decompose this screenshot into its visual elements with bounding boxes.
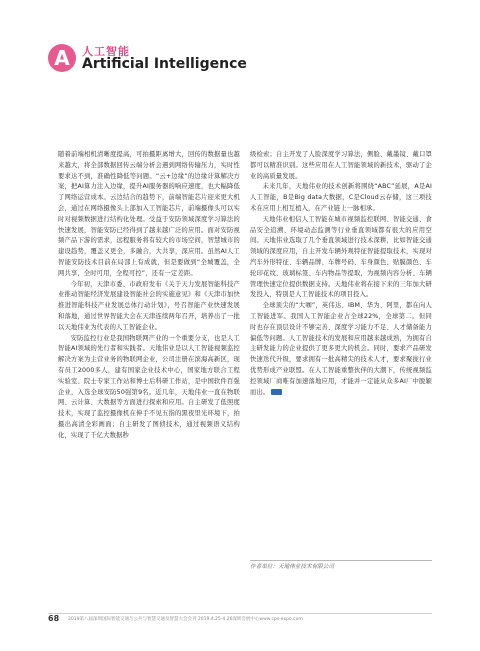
footer-text: 2019第八届深圳国际智能交通与公共与智慧交通及智慧大会会刊 2019.4.25-4.26深圳会展中心www.cps-expo.com: [68, 617, 303, 622]
author-divider: [250, 560, 432, 561]
left-column: [58, 150, 240, 606]
paragraph: 未来几年，天地伟业的技术创新将围绕“ABC”延展，A是AI人工智能，B是Big data大数据，C是Cloud云存储，这三项技术在应用上相互植入，在产业链上一脉相承。: [250, 183, 432, 212]
page-number: 68: [48, 614, 60, 623]
section-title-en: Artificial Intelligence: [82, 56, 247, 72]
right-column: [250, 150, 432, 530]
paragraph: 天地伟业相信人工智能在城市视频监控联网、智能交通、食品安全追溯、环境动态监测等行业垂直领域都有很大的应用空间。天地伟业选取了几个垂直领域进行技术深耕，比如智能交通领域的深度应用，自主开发车辆外观特征智能提取技术，实现对汽车外形特征、车辆品牌、车牌号码、车身颜色、贴膜颜色、车轮印花纹、玻璃标签、车内物品等提取，为视频内容分析、车辆管理快速定位提供数据支持。天地伟业将在接下来的三年加大研发投入，特别是人工智能技术的项目投入。: [250, 215, 432, 299]
section-logo-icon: [48, 44, 76, 72]
footer-divider: [48, 613, 432, 614]
paragraph: [250, 301, 432, 398]
logo-letter: A: [54, 46, 70, 70]
paragraph: 安防监控行业是我国物联网产业的一个重要分支，也是人工智能AI领域的先行者和实践者。天地伟业是以人工智能视频监控解决方案为主营业务的物联网企业，公司注册在滨海高新区，现有员工2000多人，建有国家企业技术中心，国家地方联合工程实验室、院士专家工作站和博士后科研工作站，是中国软件百强企业，入选全球安防50强第9名。近几年，天地伟业一直在物联网、云计算、大数据等方面进行探索和应用。自主研发了低照度技术，实现了监控摄像机在伸手不见五指的黑夜里光环境下，拍摄出高清全彩画面；自主研发了图侦技术，通过视频语义结构化，实现了千亿大数据秒: [58, 334, 240, 439]
section-header: [48, 40, 348, 90]
cps-end-mark-icon: CPS: [271, 389, 282, 395]
author-affiliation: 作者单位：天地伟业技术有限公司: [250, 564, 334, 570]
section-title-cn: 人工智能: [82, 45, 130, 58]
paragraph: 级检索；自主开发了人脸深度学习算法，侧脸、戴墨镜、戴口罩都可以精准识别。这些应用在人工智能领域的新技术，驱动了企业的高质量发展。: [250, 151, 432, 180]
paragraph: 今年初，天津市委、市政府发布《关于天力发展智能科技产业推动智能经济发展建设智能社会的实施意见》和《天津市加快推进智能科技产业发展总体行动计划》，号召智能产业快速发展和落地，通过世界智能大会在天津连续两年召开，培养出了一批以天地伟业为代表的人工智能企业。: [58, 280, 240, 331]
paragraph: 随着前端相机清晰度提高，可拍摄距离增大，回传的数据量也越来越大，将全部数据回传云端分析会遇到网络传输压力，实时性要求达不到，准确性降低等问题。“云+边缘”的边缘计算解决方案，把AI算力注入边缘，提升AI服务器的响应速度，也大幅降低了网络运营成本。云边结合的趋势下，前端智能芯片迎来更大机会，通过在网络摄像头上部加入工智能芯片，前端摄像头可以实时对视频数据进行结构化处理。受益于安防领域深度学习算法的快速发展，智能安防已经得到了越来越广泛的应用。面对安防视频产品下游的需求，远程服务将有较大的市场空间，智慧城市的建设趋势，覆盖又更全，多融合，大共享，深应用。虽然AI人工智能安防技术目前在局部上有成就，但是要做到“全城覆盖，全网共享，全时可用，全程可控”，还有一定差距。: [58, 151, 240, 277]
paragraph-text: 全球顶尖的“大咖”，英伟达、IBM、华为、阿里，都在向人工智能进军。我国人工智能企业占全球22%，全球第二。但同时也存在顶层设计不够完善、深度学习能力不足、人才储备能力偏低等问题。人工智能技术的发展和应用越来越成熟，为拥有自主研发能力的企业提供了更多更大的机会。同时，要求产品研发快速迭代升级，要求拥有一批高精尖的技术人才，要求聚拢行业优势形成产业联盟。在人工智能重整伙伴的大潮下，传统视频监控领域厂商唯有加速落地应用，才能并一定能从众多AI厂中脱颖而出。: [250, 302, 432, 396]
